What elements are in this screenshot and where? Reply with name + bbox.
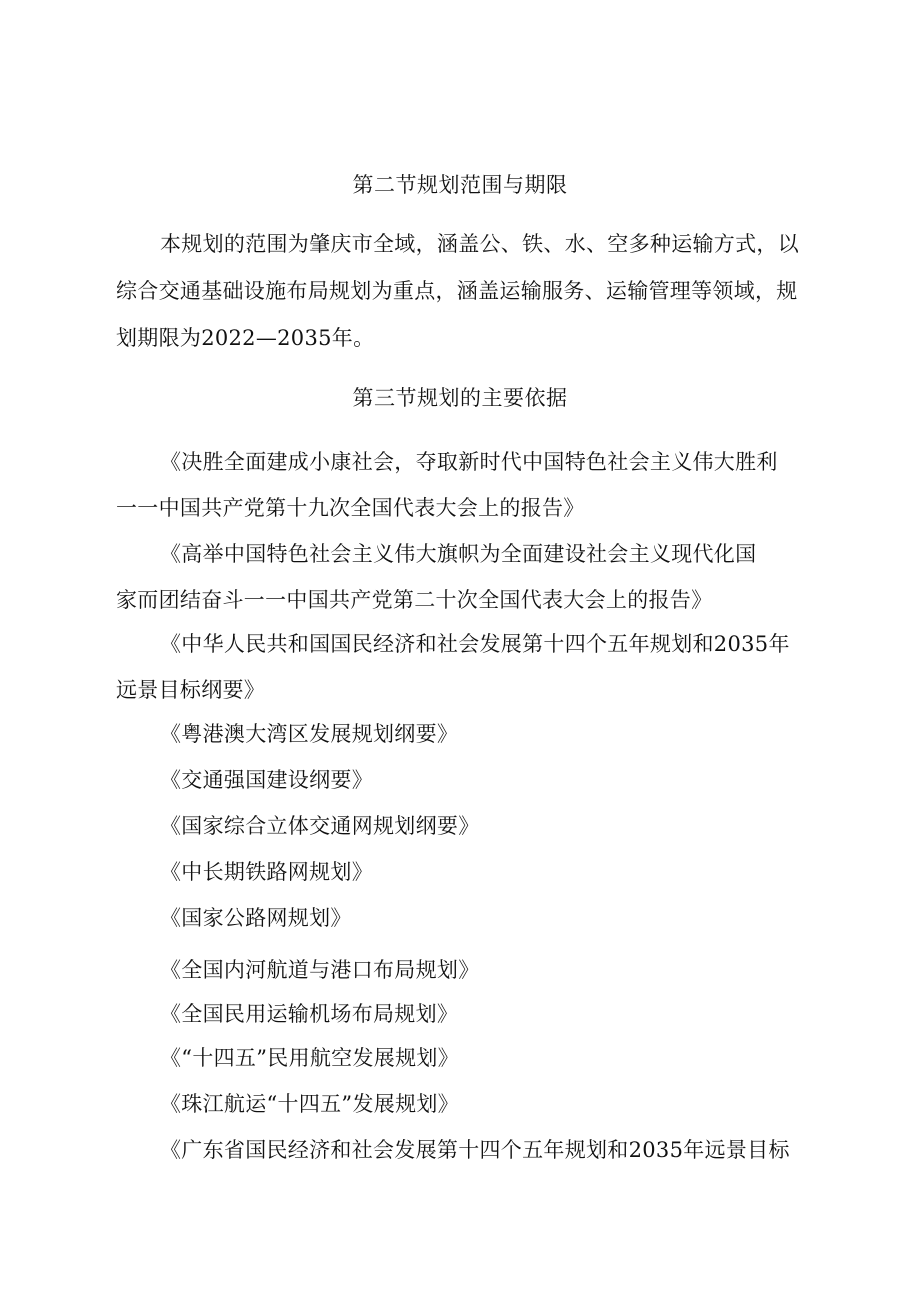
- basis-item-6: 《国家综合立体交通网规划纲要》: [160, 814, 480, 838]
- basis-item-4: 《粤港澳大湾区发展规划纲要》: [160, 722, 459, 746]
- basis-item-5: 《交通强国建设纲要》: [160, 768, 373, 792]
- scope-paragraph-line-3: 划期限为2022—2035年。: [116, 326, 375, 350]
- section-heading-basis: 第三节规划的主要依据: [352, 386, 568, 410]
- scope-paragraph-line-1: 本规划的范围为肇庆市全域，涵盖公、铁、水、空多种运输方式，以: [160, 232, 799, 256]
- section-heading-scope: 第二节规划范围与期限: [352, 173, 568, 197]
- basis-item-13: 《广东省国民经济和社会发展第十四个五年规划和2035年远景目标: [160, 1138, 790, 1162]
- basis-item-9: 《全国内河航道与港口布局规划》: [160, 958, 480, 982]
- basis-item-2-line-1: 《高举中国特色社会主义伟大旗帜为全面建设社会主义现代化国: [160, 542, 757, 566]
- basis-item-7: 《中长期铁路网规划》: [160, 860, 373, 884]
- basis-item-12: 《珠江航运“十四五”发展规划》: [160, 1092, 459, 1116]
- basis-item-3-line-2: 远景目标纲要》: [116, 678, 266, 702]
- basis-item-11: 《“十四五”民用航空发展规划》: [160, 1046, 459, 1070]
- basis-item-3-line-1: 《中华人民共和国国民经济和社会发展第十四个五年规划和2035年: [160, 632, 790, 656]
- basis-item-2-line-2: 家而团结奋斗一一中国共产党第二十次全国代表大会上的报告》: [116, 588, 713, 612]
- basis-item-10: 《全国民用运输机场布局规划》: [160, 1002, 459, 1026]
- scope-paragraph-line-2: 综合交通基础设施布局规划为重点，涵盖运输服务、运输管理等领域，规: [116, 279, 798, 303]
- basis-item-8: 《国家公路网规划》: [160, 906, 352, 930]
- basis-item-1-line-1: 《决胜全面建成小康社会，夺取新时代中国特色社会主义伟大胜利: [160, 450, 778, 474]
- basis-item-1-line-2: 一一中国共产党第十九次全国代表大会上的报告》: [116, 496, 585, 520]
